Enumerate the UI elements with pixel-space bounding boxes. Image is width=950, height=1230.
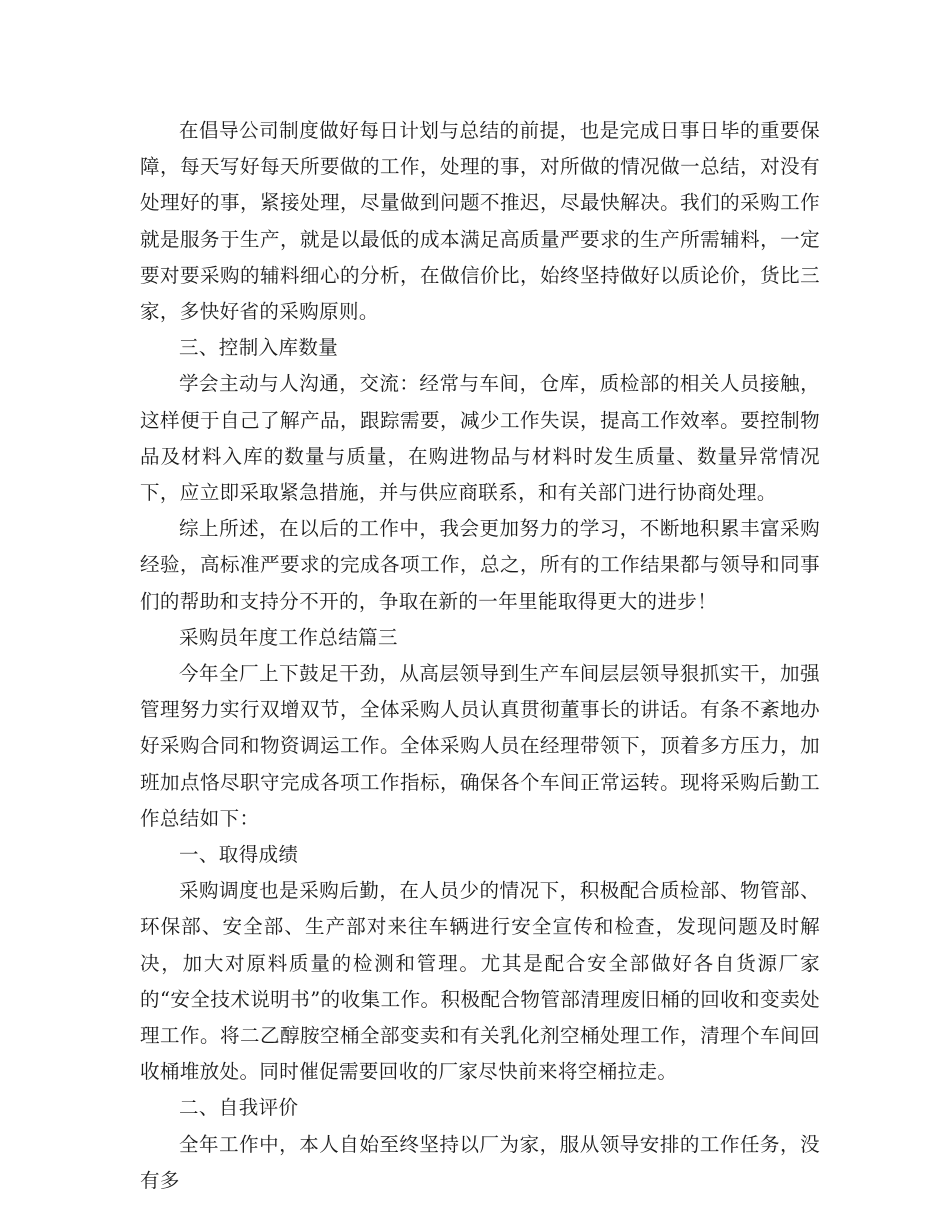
paragraph-annual-overview: 今年全厂上下鼓足干劲，从高层领导到生产车间层层领导狠抓实干，加强管理努力实行双增双节，全体采购人员认真贯彻董事长的讲话。有条不紊地办好采购合同和物资调运工作。全体采购人员在经理带领下，顶着多方压力，加班加点恪尽职守完成各项工作指标，确保各个车间正常运转。现将采购后勤工作总结如下： bbox=[140, 662, 820, 830]
paragraph-self-evaluation: 全年工作中，本人自始至终坚持以厂为家，服从领导安排的工作任务，没有多 bbox=[140, 1132, 820, 1192]
paragraph-achievements: 采购调度也是采购后勤，在人员少的情况下，积极配合质检部、物管部、环保部、安全部、生产部对来往车辆进行安全宣传和检查，发现问题及时解决，加大对原料质量的检测和管理。尤其是配合安全部做好各自货源厂家的“安全技术说明书”的收集工作。积极配合物管部清理废旧桶的回收和变卖处理工作。将二乙醇胺空桶全部变卖和有关乳化剂空桶处理工作，清理个车间回收桶堆放处。同时催促需要回收的厂家尽快前来将空桶拉走。 bbox=[140, 879, 820, 1084]
section-heading-part-three: 采购员年度工作总结篇三 bbox=[179, 625, 398, 649]
paragraph-summary: 综上所述，在以后的工作中，我会更加努力的学习，不断地积累丰富采购经验，高标准严要求的完成各项工作，总之，所有的工作结果都与领导和同事们的帮助和支持分不开的，争取在新的一年里能取得更大的进步！ bbox=[140, 517, 820, 613]
document-body bbox=[140, 113, 820, 1199]
section-heading-self-evaluation: 二、自我评价 bbox=[179, 1096, 299, 1120]
paragraph-communication: 学会主动与人沟通，交流：经常与车间，仓库，质检部的相关人员接触，这样便于自己了解产品，跟踪需要，减少工作失误，提高工作效率。要控制物品及材料入库的数量与质量，在购进物品与材料时发生质量、数量异常情况下，应立即采取紧急措施，并与供应商联系，和有关部门进行协商处理。 bbox=[140, 372, 820, 505]
section-heading-control-inventory: 三、控制入库数量 bbox=[179, 336, 339, 360]
section-heading-achievements: 一、取得成绩 bbox=[179, 843, 299, 867]
paragraph-daily-plan: 在倡导公司制度做好每日计划与总结的前提，也是完成日事日毕的重要保障，每天写好每天所要做的工作，处理的事，对所做的情况做一总结，对没有处理好的事，紧接处理，尽量做到问题不推迟，尽最快解决。我们的采购工作就是服务于生产，就是以最低的成本满足高质量严要求的生产所需辅料，一定要对要采购的辅料细心的分析，在做信价比，始终坚持做好以质论价，货比三家，多快好省的采购原则。 bbox=[140, 119, 820, 324]
